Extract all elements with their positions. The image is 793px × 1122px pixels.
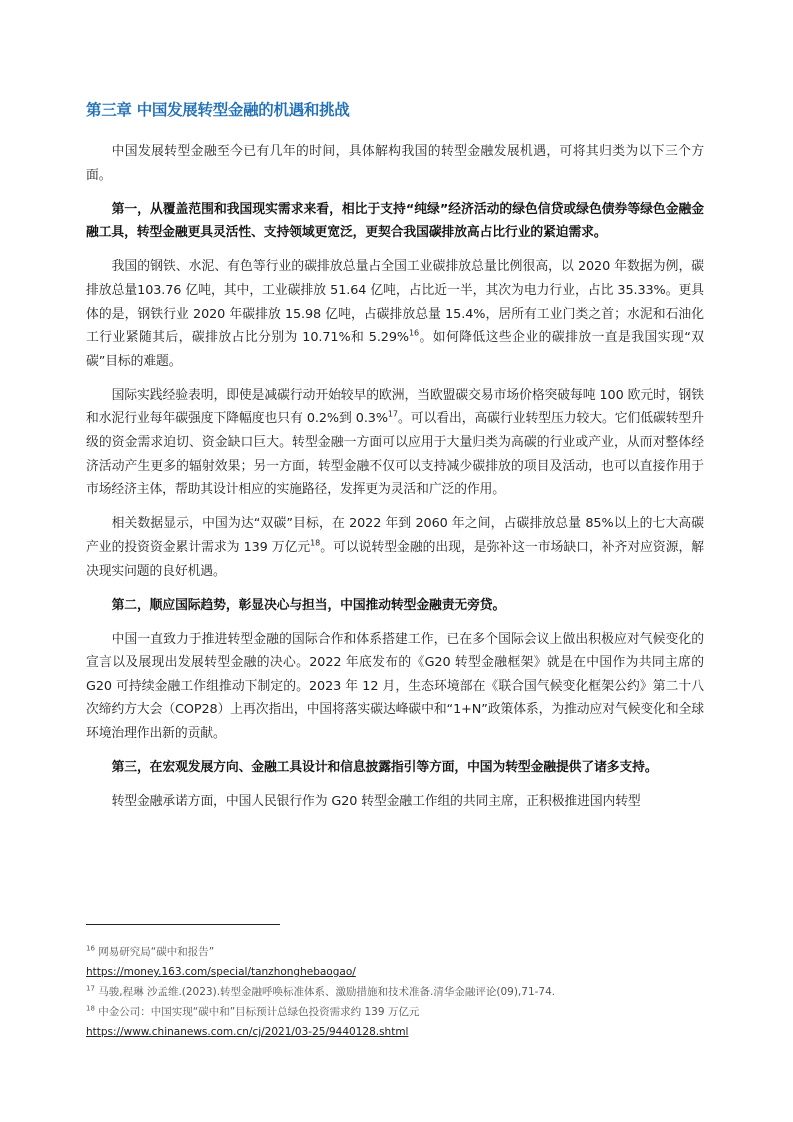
- footnote-16-link: [86, 962, 706, 982]
- footnote-link[interactable]: https://www.chinanews.com.cn/cj/2021/03-25/9440128.shtml: [86, 1026, 409, 1038]
- paragraph-text: 。如何降低这些企业的碳排放一直是我国实现“双碳”目标的难题。: [86, 330, 704, 369]
- footnote-divider: [86, 924, 280, 925]
- paragraph-text: 。可以说转型金融的出现，是弥补这一市场缺口，补齐对应资源，解决现实问题的良好机遇。: [86, 539, 704, 579]
- paragraph-text: 中国发展转型金融至今已有几年的时间，具体解构我国的转型金融发展机遇，可将其归类为以下三个方面。: [86, 144, 704, 183]
- chapter-heading: 第三章 中国发展转型金融的机遇和挑战: [86, 101, 350, 119]
- footnote-ref-17[interactable]: 17: [387, 410, 398, 420]
- paragraph-commitment: [86, 790, 704, 814]
- footnote-text: 中金公司：中国实现“碳中和”目标预计总绿色投资需求约 139 万亿元: [98, 1006, 420, 1018]
- paragraph-point-two: [86, 594, 704, 618]
- footnote-18: [86, 1002, 706, 1022]
- footnote-16: [86, 942, 706, 962]
- paragraph-investment: [86, 512, 704, 583]
- footnote-ref-16[interactable]: 16: [408, 328, 419, 338]
- paragraph-intro: [86, 140, 704, 187]
- footnote-text: 网易研究局“碳中和报告”: [98, 946, 215, 958]
- paragraph-point-one: [86, 198, 704, 245]
- paragraph-text: 国际实践经验表明，即使是减碳行动开始较早的欧洲，当欧盟碳交易市场价格突破每吨 100 欧元时，钢铁和水泥行业每年碳强度下降幅度也只有 0.2%到 0.3%: [86, 387, 704, 427]
- body-text: [86, 140, 704, 824]
- paragraph-international: [86, 384, 704, 502]
- footnote-18-link: [86, 1022, 706, 1042]
- paragraph-emissions: [86, 255, 704, 373]
- footnote-number: 16: [86, 944, 95, 953]
- paragraph-text: 第一，从覆盖范围和我国现实需求来看，相比于支持“纯绿”经济活动的绿色信贷或绿色债券等绿色金融金融工具，转型金融更具灵活性、支持领域更宽泛，更契合我国碳排放高占比行业的紧迫需求。: [86, 201, 704, 241]
- paragraph-text: 相关数据显示，中国为达“双碳”目标，在 2022 年到 2060 年之间，占碳排放总量 85%以上的七大高碳产业的投资资金累计需求为 139 万亿元: [86, 516, 704, 555]
- footnote-number: 17: [86, 984, 95, 993]
- paragraph-point-three: [86, 756, 704, 780]
- footnote-text: 马骏,程琳 沙孟维.(2023).转型金融呼唤标准体系、激励措施和技术准备.清华金融评论(09),71-74.: [98, 986, 556, 998]
- footnote-ref-18[interactable]: 18: [310, 538, 321, 548]
- footnote-link[interactable]: https://money.163.com/special/tanzhonghebaogao/: [86, 966, 356, 978]
- footnotes: [86, 942, 706, 1042]
- paragraph-text: 。可以看出，高碳行业转型压力较大。它们低碳转型升级的资金需求迫切、资金缺口巨大。转型金融一方面可以应用于大量归类为高碳的行业或产业，从而对整体经济活动产生更多的辐射效果；另一方面，转型金融不仅可以支持减少碳排放的项目及活动，也可以直接作用于市场经济主体，帮助其设计相应的实施路径，发挥更为灵活和广泛的作用。: [86, 411, 704, 498]
- paragraph-text: 我国的钢铁、水泥、有色等行业的碳排放总量占全国工业碳排放总量比例很高，以 2020 年数据为例，碳排放总量103.76 亿吨，其中，工业碳排放 51.64 亿吨，占比近一半，其次为电力行业，占比 35.33%。更具体的是，钢铁行业 2020 年碳排放 15.98 亿吨，占碳排放总量 15.4%，居所有工业门类之首；水泥和石油化工行业紧随其后，碳排放占比分别为 10.71%和 5.29%: [86, 259, 704, 346]
- paragraph-text: 中国一直致力于推进转型金融的国际合作和体系搭建工作，已在多个国际会议上做出积极应对气候变化的宣言以及展现出发展转型金融的决心。2022 年底发布的《G20 转型金融框架》就是在中国作为共同主席的 G20 可持续金融工作组推动下制定的。2023 年 12 月，生态环境部在《联合国气候变化框架公约》第二十八次缔约方大会（COP28）上再次指出，中国将落实碳达峰碳中和“1+N”政策体系，为推动应对气候变化和全球环境治理作出新的贡献。: [86, 631, 704, 742]
- paragraph-cooperation: [86, 628, 704, 746]
- footnote-17: [86, 982, 706, 1002]
- paragraph-text: 第二，顺应国际趋势，彰显决心与担当，中国推动转型金融责无旁贷。: [111, 597, 506, 613]
- paragraph-text: 转型金融承诺方面，中国人民银行作为 G20 转型金融工作组的共同主席，正积极推进国内转型: [111, 794, 641, 810]
- paragraph-text: 第三，在宏观发展方向、金融工具设计和信息披露指引等方面，中国为转型金融提供了诸多支持。: [111, 760, 658, 776]
- footnote-number: 18: [86, 1004, 95, 1013]
